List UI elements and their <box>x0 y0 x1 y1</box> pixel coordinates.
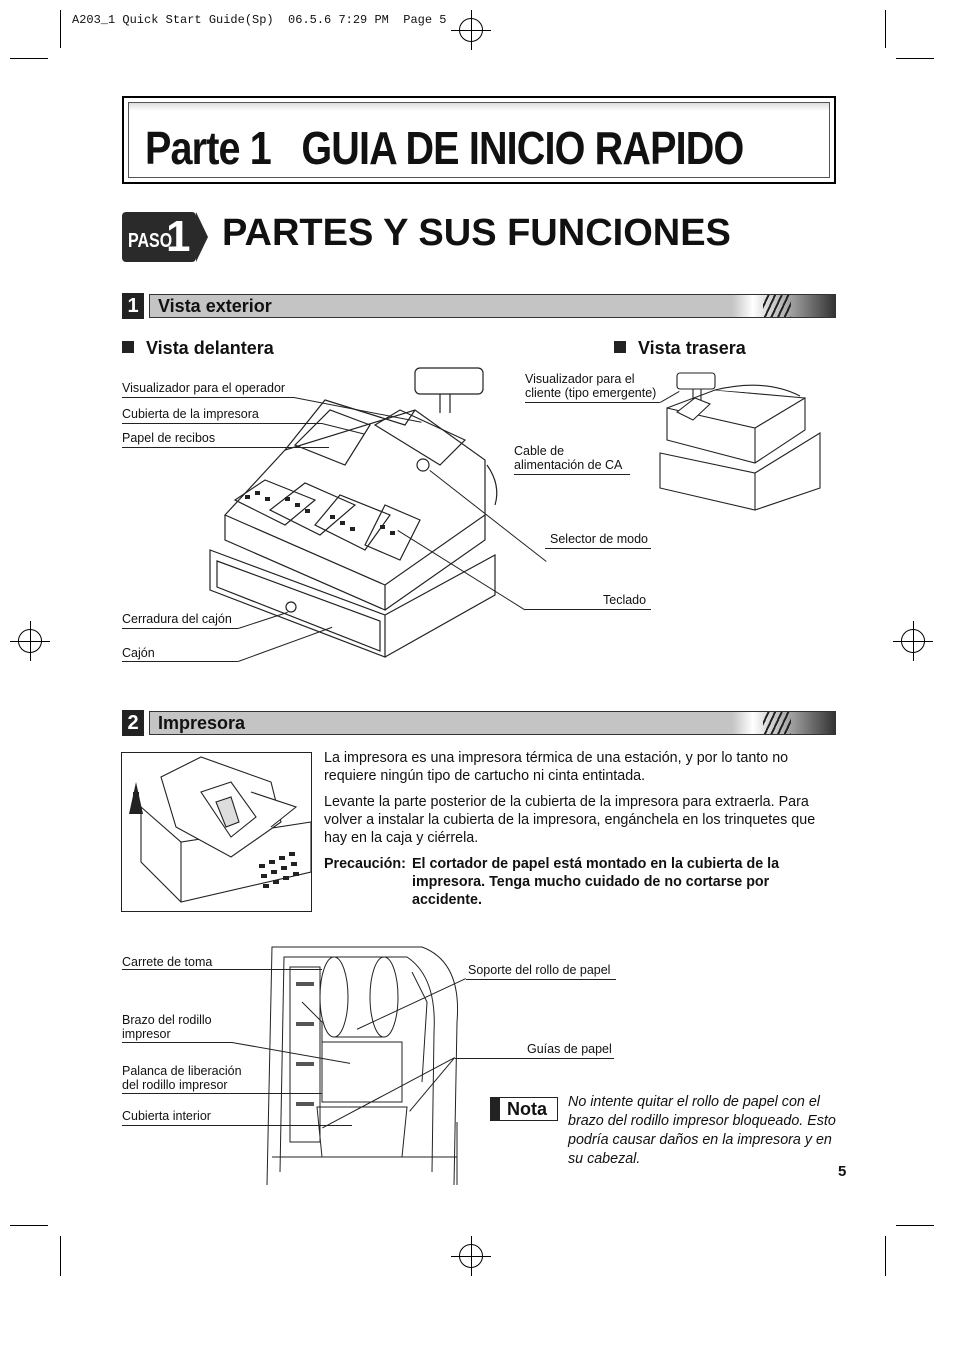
section-number: 1 <box>122 293 144 319</box>
note-text: No intente quitar el rollo de papel con el brazo del rodillo impresor bloqueado. Esto podría causar daños en la impresora y en su cabezal. <box>568 1094 836 1167</box>
section-title: Impresora <box>158 713 246 733</box>
note-label: Nota <box>507 1099 547 1119</box>
cash-register-rear-illustration <box>655 368 825 513</box>
crop-mark <box>885 1236 886 1276</box>
leader-line <box>122 447 329 448</box>
label-takeup-spool: Carrete de toma <box>122 955 213 969</box>
printer-cover-illustration <box>121 752 312 912</box>
note-label-box <box>490 1097 558 1121</box>
leader-line <box>545 548 651 549</box>
label-ac-cable: Cable de alimentación de CA <box>514 444 623 472</box>
label-print-roller-arm: Brazo del rodillo impresor <box>122 1013 212 1041</box>
label-drawer: Cajón <box>122 646 155 660</box>
square-bullet-icon <box>122 341 134 353</box>
crop-mark <box>896 58 934 59</box>
printer-paragraph-1: La impresora es una impresora térmica de una estación, y por lo tanto no requiere ningún tipo de cartucho ni cinta entintada. <box>324 750 789 784</box>
registration-mark <box>10 621 50 661</box>
slashes-decoration <box>763 712 791 734</box>
label-receipt-paper: Papel de recibos <box>122 431 216 445</box>
leader-line <box>525 402 660 403</box>
crop-mark <box>60 10 61 48</box>
print-slug: A203_1 Quick Start Guide(Sp) 06.5.6 7:29 PM Page 5 <box>72 13 447 27</box>
label-printer-cover: Cubierta de la impresora <box>122 407 259 421</box>
section-header-bar <box>149 294 836 318</box>
leader-line <box>455 1058 614 1059</box>
leader-line <box>122 661 238 662</box>
step-title: PARTES Y SUS FUNCIONES <box>222 212 731 254</box>
crop-mark <box>60 1236 61 1276</box>
section-number: 2 <box>122 710 144 736</box>
section-title: Vista exterior <box>158 296 272 316</box>
leader-line <box>525 609 651 610</box>
registration-mark <box>893 621 933 661</box>
leader-line <box>122 1042 232 1043</box>
crop-mark <box>10 1225 48 1226</box>
leader-line <box>466 979 616 980</box>
step-badge <box>122 212 196 262</box>
leader-line <box>122 423 322 424</box>
slashes-decoration <box>763 295 791 317</box>
section-header-bar <box>149 711 836 735</box>
front-view-heading: Vista delantera <box>122 338 274 359</box>
label-inner-cover: Cubierta interior <box>122 1109 211 1123</box>
label-mode-switch: Selector de modo <box>550 532 648 546</box>
label-drawer-lock: Cerradura del cajón <box>122 612 232 626</box>
leader-line <box>514 474 630 475</box>
leader-line <box>122 397 294 398</box>
leader-line <box>122 1093 322 1094</box>
label-roller-release-lever: Palanca de liberación del rodillo impresor <box>122 1064 242 1092</box>
label-customer-display: Visualizador para el cliente (tipo emergente) <box>525 372 657 400</box>
rear-view-heading: Vista trasera <box>614 338 746 359</box>
page-number: 5 <box>838 1163 847 1180</box>
label-keyboard: Teclado <box>603 593 647 607</box>
crop-mark <box>896 1225 934 1226</box>
label-paper-roll-holder: Soporte del rollo de papel <box>468 963 611 977</box>
caution-label: Precaución: <box>324 856 406 872</box>
leader-line <box>122 969 322 970</box>
printer-mechanism-illustration <box>262 942 466 1187</box>
crop-mark <box>10 58 48 59</box>
leader-line <box>122 1125 352 1126</box>
step-arrow-icon <box>196 212 208 262</box>
label-operator-display: Visualizador para el operador <box>122 381 286 395</box>
crop-mark <box>885 10 886 48</box>
registration-mark <box>451 1236 491 1276</box>
square-bullet-icon <box>614 341 626 353</box>
leader-line <box>122 628 238 629</box>
note-bar-decoration <box>491 1098 500 1120</box>
label-paper-guides: Guías de papel <box>527 1042 612 1056</box>
caution-text: El cortador de papel está montado en la cubierta de la impresora. Tenga mucho cuidado de no cortarse por accidente. <box>412 856 780 908</box>
step-badge-number: 1 <box>166 212 191 261</box>
part-title: Parte 1 GUIA DE INICIO RAPIDO <box>145 122 744 174</box>
registration-mark <box>451 10 491 50</box>
printer-paragraph-2: Levante la parte posterior de la cubierta de la impresora para extraerla. Para volver a instalar la cubierta de la impresora, engánchela en los trinquetes que hay en la caja y ciérrela. <box>324 794 816 846</box>
part-title-box <box>122 96 836 184</box>
step-badge-label: PASO <box>128 230 173 252</box>
